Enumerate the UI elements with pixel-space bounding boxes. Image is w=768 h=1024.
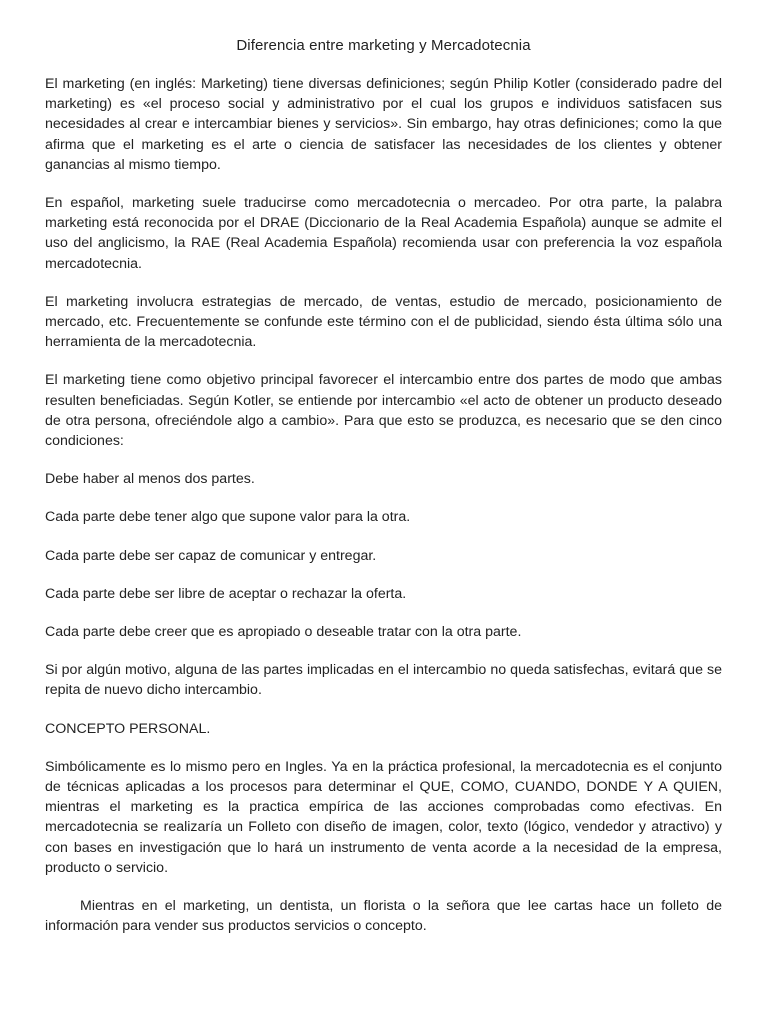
condition-item: Debe haber al menos dos partes.	[45, 471, 255, 488]
paragraph-personal-marketing: Mientras en el marketing, un dentista, un florista o la señora que lee cartas hace un folleto de información para vender sus productos servicios o concepto.	[45, 898, 722, 935]
paragraph-translation: En español, marketing suele traducirse como mercadotecnia o mercadeo. Por otra parte, la palabra marketing está reconocida por el DRAE (Diccionario de la Real Academia Española) aunque se admite el uso del anglicismo, la RAE (Real Academia Española) recomienda usar con preferencia la voz española mercadotecnia.	[45, 195, 722, 272]
document-title: Diferencia entre marketing y Mercadotecnia	[236, 37, 531, 54]
condition-item: Cada parte debe ser libre de aceptar o rechazar la oferta.	[45, 585, 407, 602]
paragraph-definition: El marketing (en inglés: Marketing) tiene diversas definiciones; según Philip Kotler (considerado padre del marketing) es «el proceso social y administrativo por el cual los grupos e individuos satisfacen sus necesidades al crear e intercambiar bienes y servicios». Sin embargo, hay otras definiciones; como la que afirma que el marketing es el arte o ciencia de satisfacer las necesidades de los clientes y obtener ganancias al mismo tiempo.	[45, 76, 722, 173]
condition-item: Cada parte debe ser capaz de comunicar y entregar.	[45, 547, 377, 564]
section-heading: CONCEPTO PERSONAL.	[45, 720, 211, 737]
paragraph-strategies: El marketing involucra estrategias de mercado, de ventas, estudio de mercado, posicionamiento de mercado, etc. Frecuentemente se confunde este término con el de publicidad, siendo ésta última sólo una herramienta de la mercadotecnia.	[45, 293, 722, 351]
condition-item: Cada parte debe creer que es apropiado o deseable tratar con la otra parte.	[45, 624, 522, 641]
conditions-list	[45, 469, 722, 642]
paragraph-personal-concept: Simbólicamente es lo mismo pero en Ingles. Ya en la práctica profesional, la mercadotecnia es el conjunto de técnicas aplicadas a los procesos para determinar el QUE, COMO, CUANDO, DONDE Y A QUIEN, mientras el marketing es la practica empírica de las acciones comprobadas como efectivas. En mercadotecnia se realizaría un Folleto con diseño de imagen, color, texto (lógico, vendedor y atractivo) y con bases en investigación que lo hará un instrumento de venta acorde a la necesidad de la empresa, producto o servicio.	[45, 758, 722, 876]
document-page	[45, 36, 722, 955]
paragraph-after-conditions: Si por algún motivo, alguna de las partes implicadas en el intercambio no queda satisfechas, evitará que se repita de nuevo dicho intercambio.	[45, 662, 722, 699]
condition-item: Cada parte debe tener algo que supone valor para la otra.	[45, 509, 411, 526]
paragraph-objective: El marketing tiene como objetivo principal favorecer el intercambio entre dos partes de modo que ambas resulten beneficiadas. Según Kotler, se entiende por intercambio «el acto de obtener un producto deseado de otra persona, ofreciéndole algo a cambio». Para que esto se produzca, es necesario que se den cinco condiciones:	[45, 372, 722, 450]
